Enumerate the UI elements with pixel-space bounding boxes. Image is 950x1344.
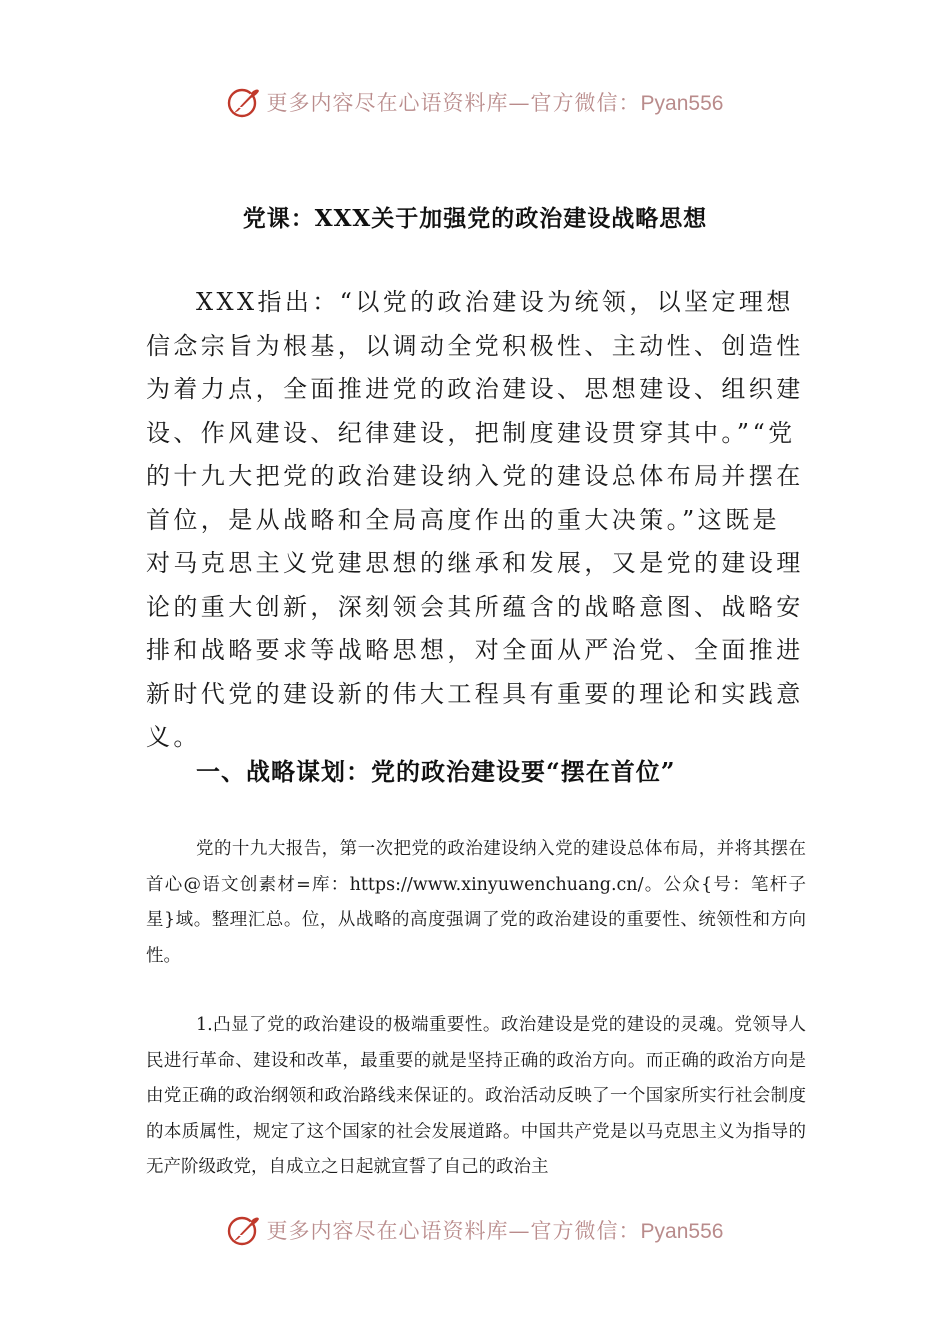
lead-paragraph: XXX指出：“以党的政治建设为统领，以坚定理想信念宗旨为根基，以调动全党积极性、主动性、创造性为着力点，全面推进党的政治建设、思想建设、组织建设、作风建设、纪律建设，把制度建设贯穿其中。”“党的十九大把党的政治建设纳入党的建设总体布局并摆在首位，是从战略和全局高度作出的重大决策。”这既是对马克思主义党建思想的继承和发展，又是党的建设理论的重大创新，深刻领会其所蕴含的战略意图、战略安排和战略要求等战略思想，对全面从严治党、全面推进新时代党的建设新的伟大工程具有重要的理论和实践意义。 bbox=[146, 288, 804, 751]
document-title: 党课：XXX关于加强党的政治建设战略思想 bbox=[242, 205, 708, 232]
section-heading: 一、战略谋划：党的政治建设要“摆在首位” bbox=[196, 757, 676, 786]
body-paragraph-1: 党的十九大报告，第一次把党的政治建设纳入党的建设总体布局，并将其摆在首心@语文创素材=库：https://www.xinyuwenchuang.cn/。公众{号：笔杆子星}域。整理汇总。位，从战略的高度强调了党的政治建设的重要性、统领性和方向性。 bbox=[146, 839, 806, 966]
header-banner bbox=[0, 80, 950, 124]
footer-banner bbox=[0, 1208, 950, 1252]
wechat-handle: Pyan556 bbox=[640, 1220, 724, 1243]
body-paragraph-2: 1.凸显了党的政治建设的极端重要性。政治建设是党的建设的灵魂。党领导人民进行革命、建设和改革，最重要的就是坚持正确的政治方向。而正确的政治方向是由党正确的政治纲领和政治路线来保证的。政治活动反映了一个国家所实行社会制度的本质属性，规定了这个国家的社会发展道路。中国共产党是以马克思主义为指导的无产阶级政党，自成立之日起就宣誓了自己的政治主 bbox=[146, 1015, 806, 1177]
quill-pen-logo-icon bbox=[227, 85, 261, 119]
banner-text: 更多内容尽在心语资料库—官方微信：Pyan556 bbox=[266, 1219, 724, 1243]
banner-text: 更多内容尽在心语资料库—官方微信：Pyan556 bbox=[266, 91, 724, 115]
wechat-handle: Pyan556 bbox=[640, 92, 724, 115]
quill-pen-logo-icon bbox=[227, 1213, 261, 1247]
